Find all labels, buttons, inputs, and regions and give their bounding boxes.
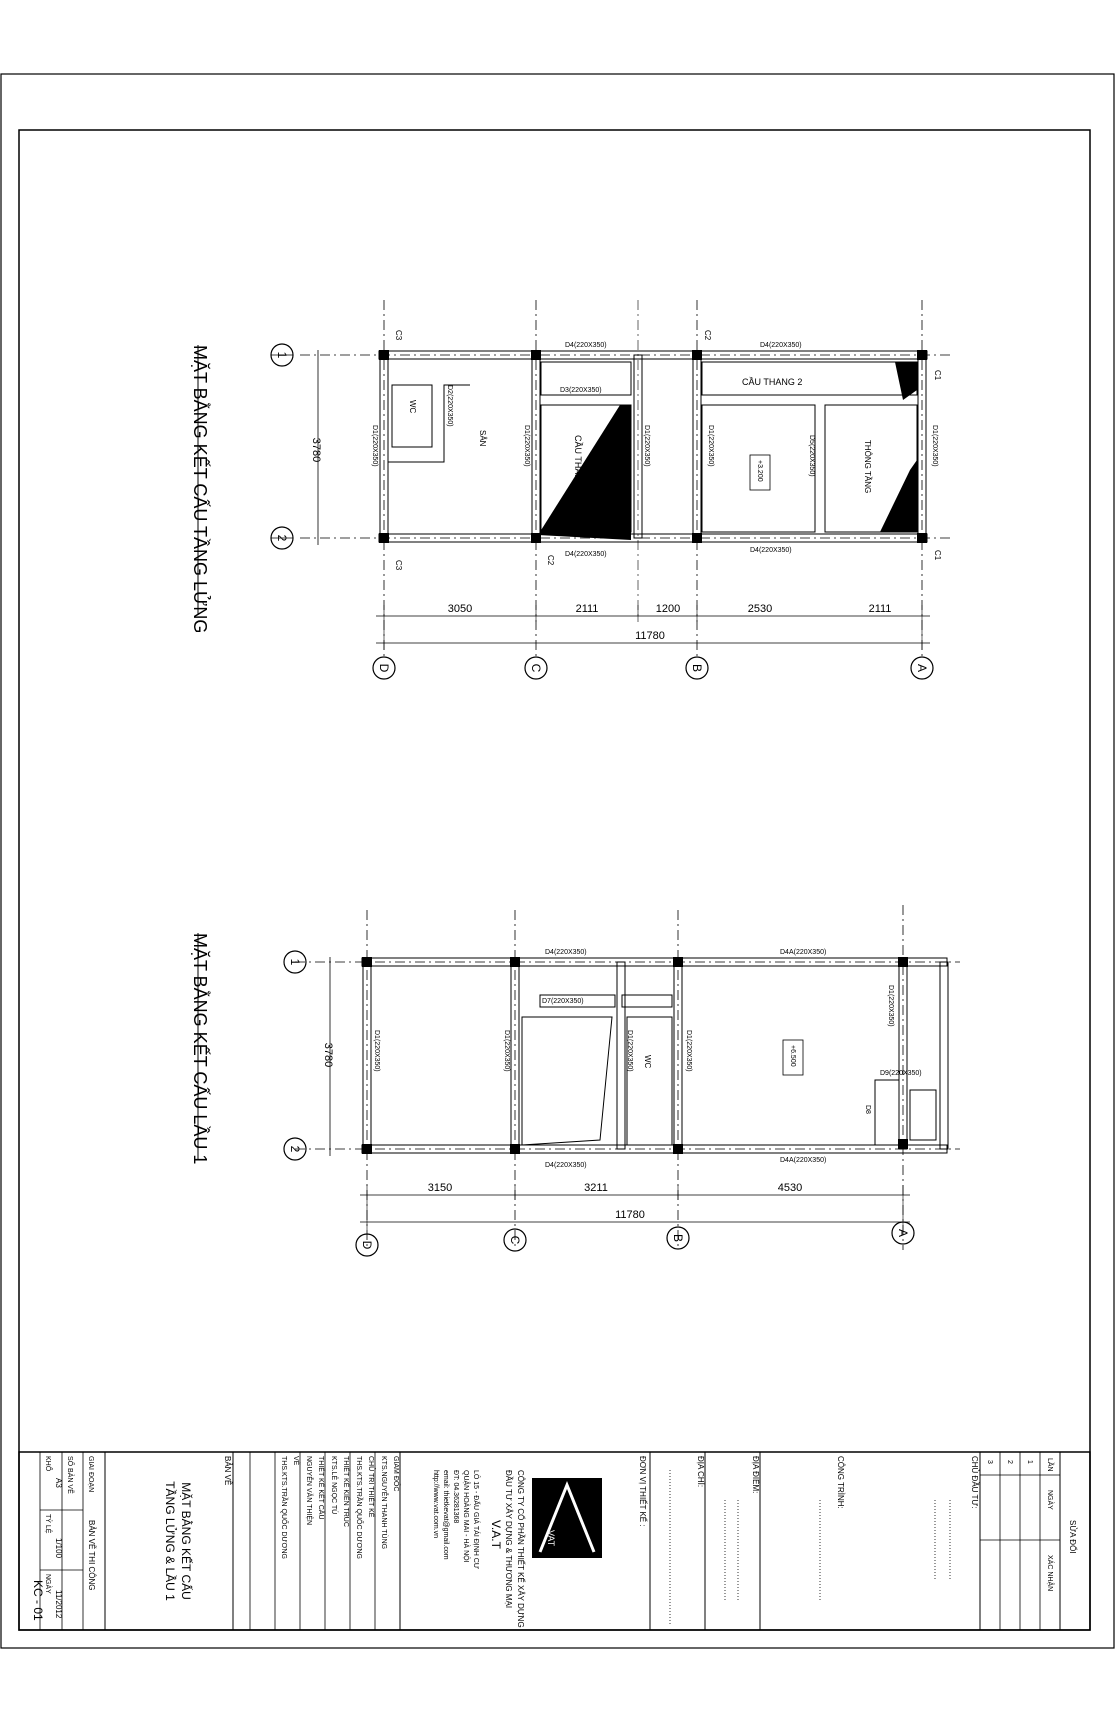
drawing-name-label: BẢN VẼ bbox=[223, 1456, 232, 1486]
column bbox=[510, 957, 520, 967]
title-block bbox=[19, 1452, 1090, 1630]
size-value: A3 bbox=[54, 1478, 63, 1488]
room-label: THÔNG TẦNG bbox=[863, 440, 872, 494]
axis-row-label: 2 bbox=[275, 534, 289, 542]
staff-role: VẼ bbox=[292, 1456, 299, 1466]
staff-role: CHỦ TRÌ THIẾT KẾ bbox=[367, 1456, 374, 1518]
beam-label: D4A(220X350) bbox=[780, 949, 827, 956]
staff-name: KTS.LÊ NGỌC TÚ bbox=[330, 1456, 337, 1515]
staff-name: THS.KTS.TRẦN QUỐC DƯƠNG bbox=[280, 1456, 287, 1559]
column-tag: C3 bbox=[394, 560, 403, 571]
axis-row-label: 1 bbox=[288, 958, 302, 966]
stage-value: BẢN VẼ THI CÔNG bbox=[87, 1520, 96, 1591]
beam-label: D9(220X350) bbox=[880, 1070, 922, 1077]
date-value: 11/2012 bbox=[54, 1590, 63, 1619]
beam-label: D1(220X350) bbox=[523, 425, 530, 467]
column bbox=[898, 957, 908, 967]
room-label: CẦU THANG 2 bbox=[742, 377, 803, 387]
revision-col: NGÀY bbox=[1046, 1490, 1053, 1510]
revision-header: SỬA ĐỔI bbox=[1068, 1520, 1077, 1554]
revision-row: 2 bbox=[1006, 1460, 1013, 1464]
staff-name: KTS.NGUYỄN THANH TÙNG bbox=[380, 1456, 387, 1550]
column bbox=[692, 350, 702, 360]
staff-name: THS.KTS.TRẦN QUỐC DƯƠNG bbox=[355, 1456, 362, 1559]
logo-text: VAT bbox=[546, 1530, 556, 1547]
sheet-number: KC - 01 bbox=[31, 1580, 45, 1621]
staff-role: THIẾT KẾ KẾT CẤU bbox=[317, 1456, 324, 1520]
axis-col-label: C bbox=[529, 663, 543, 673]
column bbox=[379, 533, 389, 543]
revision-col: XÁC NHẬN bbox=[1046, 1555, 1053, 1592]
company-addr: email: thietkevat@gmail.com bbox=[442, 1470, 449, 1560]
dim-total: 11780 bbox=[615, 1209, 645, 1221]
dim-text: 2530 bbox=[747, 603, 773, 615]
scale-value: 1/100 bbox=[54, 1538, 63, 1559]
beam-label: D4(220X350) bbox=[750, 547, 792, 554]
column bbox=[917, 533, 927, 543]
room-wc-box bbox=[392, 385, 432, 447]
beam-label: D1(220X350) bbox=[887, 985, 894, 1027]
address-label: ĐỊA CHỈ: bbox=[696, 1456, 705, 1488]
dim-text: 2111 bbox=[575, 603, 599, 615]
dim-total: 11780 bbox=[635, 630, 665, 642]
axis-row-label: 2 bbox=[288, 1145, 302, 1153]
beam-label: D8 bbox=[864, 1105, 871, 1114]
scale-label: TỶ LỆ bbox=[44, 1514, 51, 1534]
axis-col-label: D bbox=[377, 663, 391, 673]
project-label: CÔNG TRÌNH: bbox=[836, 1456, 845, 1509]
dim-text: 3211 bbox=[584, 1182, 608, 1194]
owner-label: CHỦ ĐẦU TƯ: bbox=[970, 1456, 979, 1509]
dim-text: 3050 bbox=[447, 603, 473, 615]
sheet-label: SỐ BẢN VẼ bbox=[66, 1456, 73, 1494]
beam-label: D7(220X350) bbox=[542, 998, 584, 1005]
level-label: +6.500 bbox=[789, 1045, 796, 1067]
column bbox=[531, 350, 541, 360]
room-label: SÂN bbox=[478, 430, 487, 447]
beam-label: D4(220X350) bbox=[565, 342, 607, 349]
company-addr: ĐT: 04.36281368 bbox=[452, 1470, 459, 1524]
column bbox=[510, 1144, 520, 1154]
drawing-name-line1: MẶT BẰNG KẾT CẤU bbox=[179, 1482, 193, 1600]
column-tag: C3 bbox=[394, 330, 403, 341]
dim-side: 3780 bbox=[310, 437, 322, 463]
revision-col: LẦN bbox=[1046, 1458, 1053, 1472]
dim-text: 4530 bbox=[777, 1182, 803, 1194]
axis-row-label: 1 bbox=[275, 351, 289, 359]
beam-label: D4(220X350) bbox=[565, 551, 607, 558]
column-tag: C2 bbox=[703, 330, 712, 341]
revision-row: 1 bbox=[1026, 1460, 1033, 1464]
dim-side: 3780 bbox=[322, 1042, 334, 1068]
location-label: ĐỊA ĐIỂM: bbox=[751, 1456, 760, 1494]
room-label: CẦU THANG 1 bbox=[573, 435, 583, 496]
company-line: V.A.T bbox=[489, 1520, 503, 1549]
staff-role: GIÁM ĐỐC bbox=[392, 1456, 399, 1492]
beam-label: D4(220X350) bbox=[545, 949, 587, 956]
size-label: KHỔ bbox=[44, 1456, 51, 1472]
room-label: WC bbox=[408, 400, 417, 414]
plan-level1 bbox=[190, 905, 960, 1256]
beam-label: D1(220X350) bbox=[707, 425, 714, 467]
drawing-name-line2: TẦNG LỬNG & LẦU 1 bbox=[163, 1481, 177, 1601]
plan-mezzanine-title: MẶT BẰNG KẾT CẤU TẦNG LỬNG bbox=[190, 345, 210, 634]
beam-label: D1(220X350) bbox=[503, 1030, 510, 1072]
company-line: CÔNG TY CỔ PHẦN THIẾT KẾ XÂY DỰNG bbox=[516, 1470, 525, 1628]
outer-frame bbox=[1, 74, 1114, 1648]
beam-label: D2(220X350) bbox=[446, 385, 453, 427]
company-addr: http://www.vat.com.vn bbox=[432, 1470, 439, 1539]
plan-mezzanine bbox=[190, 300, 950, 679]
plan-level1-title: MẶT BẰNG KẾT CẤU LẦU 1 bbox=[190, 933, 210, 1165]
beam-label: D5(220X350) bbox=[808, 435, 815, 477]
designer-label: ĐƠN VỊ THIẾT KẾ : bbox=[638, 1456, 647, 1527]
room-label: WC bbox=[643, 1055, 652, 1069]
beam-label: D3(220X350) bbox=[560, 387, 602, 394]
column bbox=[673, 1144, 683, 1154]
column bbox=[917, 350, 927, 360]
stage-label: GIAI ĐOẠN bbox=[87, 1456, 94, 1493]
axis-col-label: B bbox=[671, 1233, 685, 1243]
company-line: ĐẦU TƯ XÂY DỰNG & THƯƠNG MẠI bbox=[504, 1470, 513, 1609]
column bbox=[379, 350, 389, 360]
staff-role: THIẾT KẾ KIẾN TRÚC bbox=[342, 1456, 349, 1527]
beam-label: D1(220X350) bbox=[373, 1030, 380, 1072]
column bbox=[362, 957, 372, 967]
column bbox=[531, 533, 541, 543]
revision-row: 3 bbox=[986, 1460, 993, 1464]
beam-label: D4(220X350) bbox=[545, 1162, 587, 1169]
company-addr: QUẬN HOÀNG MAI - HÀ NỘI bbox=[462, 1470, 469, 1563]
axis-col-label: C bbox=[508, 1235, 522, 1245]
dim-text: 1200 bbox=[655, 603, 681, 615]
stair-1-wedge bbox=[538, 405, 631, 540]
beam-label: D4(220X350) bbox=[760, 342, 802, 349]
beam-label: D1(220X350) bbox=[626, 1030, 633, 1072]
date-label: NGÀY bbox=[44, 1574, 51, 1594]
beam-label: D1(220X350) bbox=[371, 425, 378, 467]
axis-col-label: A bbox=[896, 1228, 910, 1238]
level-label: +3.200 bbox=[756, 460, 763, 482]
dim-text: 3150 bbox=[427, 1182, 453, 1194]
column bbox=[898, 1139, 908, 1149]
column bbox=[362, 1144, 372, 1154]
dim-text: 2111 bbox=[868, 603, 892, 615]
staff-name: NGUYỄN VĂN THIỆN bbox=[305, 1456, 312, 1526]
column bbox=[673, 957, 683, 967]
beam-label: D4A(220X350) bbox=[780, 1157, 827, 1164]
column-tag: C1 bbox=[933, 550, 942, 561]
stair-2-wedge bbox=[895, 362, 917, 400]
beam-label: D1(220X350) bbox=[685, 1030, 692, 1072]
axis-col-label: A bbox=[915, 663, 929, 673]
column-tag: C2 bbox=[546, 555, 555, 566]
beam-label: D1(220X350) bbox=[931, 425, 938, 467]
axis-col-label: D bbox=[360, 1240, 374, 1250]
beam-label: D1(220X350) bbox=[643, 425, 650, 467]
company-addr: LÔ 15 - ĐẤU GIÁ TÁI ĐỊNH CƯ bbox=[472, 1470, 479, 1569]
column-tag: C1 bbox=[933, 370, 942, 381]
column bbox=[692, 533, 702, 543]
axis-col-label: B bbox=[690, 663, 704, 673]
